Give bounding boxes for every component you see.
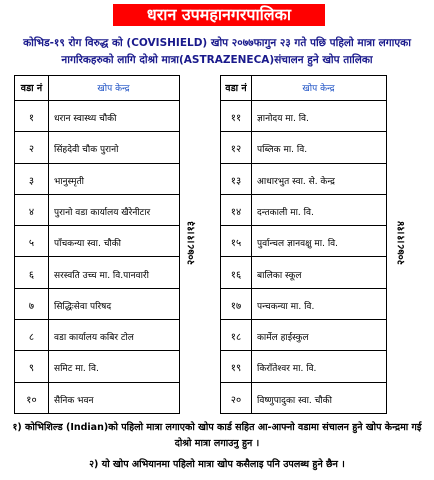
ward-number: ६ [28, 269, 35, 281]
ward-number: १७ [230, 300, 242, 312]
vaccine-center-name: विष्णुपादुका स्वा. चौकी [257, 395, 332, 406]
ward-number: १४ [230, 206, 242, 218]
ward-number: ५ [28, 238, 35, 250]
header-ward-number: वडा नं [20, 83, 43, 94]
header-vaccine-center: खोप केन्द्र [302, 84, 335, 94]
vaccine-center-name: पुर्वान्चल ज्ञानवक्षु मा. वि. [257, 239, 339, 250]
vaccine-center-name: किराँतेश्वर मा. वि. [257, 364, 317, 375]
vaccine-center-name: पब्लिक मा. वि. [257, 145, 308, 156]
vaccine-center-name: पाँचकन्या स्वा. चौकी [54, 239, 121, 250]
ward-number: ४ [28, 206, 35, 218]
vaccine-center-name: ज्ञानोदय मा. वि. [257, 114, 309, 124]
date-stamp-right: २०७८।१।१४ [396, 221, 407, 265]
ward-number: ७ [28, 300, 35, 312]
ward-number: १० [26, 394, 37, 406]
vaccine-center-name: भानुस्मृती [54, 176, 84, 187]
ward-number: ९ [28, 363, 35, 375]
ward-number: १३ [230, 175, 242, 187]
ward-number: १५ [230, 238, 242, 250]
note-1-line-1: १) कोभिशिल्ड (Indian)को पहिलो मात्रा लगाएको खोप कार्ड सहित आ-आफ्नो वडामा संचालन हुने खोप केन्द्रमा गई [12, 422, 422, 433]
ward-number: १९ [230, 363, 242, 375]
ward-number: १६ [230, 269, 242, 281]
vaccine-center-name: सिंहदेवी चौक पुरानो [54, 145, 119, 156]
header-vaccine-center: खोप केन्द्र [97, 84, 130, 94]
ward-number: १२ [230, 144, 242, 156]
note-1-line-2: दोश्रो मात्रा लगाउनु हुन । [174, 438, 260, 449]
vaccine-center-name: समिट मा. वि. [54, 364, 99, 375]
header-ward-number: वडा नं [225, 83, 247, 94]
note-2: २) यो खोप अभियानमा पहिलो मात्रा खोप कसैलाइ पनि उपलब्ध हुने छैन । [89, 459, 345, 470]
vaccine-center-name: आधारभुत स्वा. से. केन्द्र [257, 176, 335, 187]
left-vaccine-table [14, 75, 180, 414]
ward-number: २ [28, 144, 35, 156]
ward-number: ११ [230, 113, 242, 124]
ward-number: ८ [28, 332, 35, 344]
vaccine-center-name: दन्तकाली मा. वि. [257, 207, 314, 218]
subtitle-line-1: कोभिड-१९ रोग विरुद्ध को (COVISHIELD) खोप २०७७फागुन २३ गते पछि पहिलो मात्रा लगाएका [23, 37, 411, 49]
vaccine-center-name: सैनिक भवन [54, 395, 94, 406]
title-banner [113, 4, 325, 26]
vaccine-center-name: वडा कार्यालय कबिर टोल [54, 333, 134, 344]
vaccine-center-name: पुरानो वडा कार्यालय खैरेनीटार [54, 207, 151, 218]
ward-number: २० [230, 394, 242, 406]
vaccine-center-name: बालिका स्कूल [257, 270, 302, 281]
ward-number: ३ [28, 175, 35, 187]
right-vaccine-table [220, 75, 387, 414]
ward-number: १८ [230, 332, 242, 344]
vaccine-center-name: सिद्धिःसेवा परिषद [54, 301, 112, 312]
ward-number: १ [28, 113, 35, 124]
date-stamp-left: २०७८।१।१३ [186, 221, 197, 265]
vaccine-center-name: कार्मेल हाईस्कुल [257, 333, 309, 344]
vaccine-center-name: धरान स्वास्थ्य चौकी [54, 114, 117, 124]
page-title: धरान उपमहानगरपालिका [146, 5, 292, 24]
subtitle-line-2: नागरिकहरुको लागि दोश्रो मात्रा(ASTRAZENECA)संचालन हुने खोप तालिका [61, 54, 373, 66]
vaccine-center-name: सरस्वति उच्च मा. वि.पानवारी [54, 270, 149, 281]
vaccine-center-name: पन्चकन्या मा. वि. [257, 301, 315, 312]
